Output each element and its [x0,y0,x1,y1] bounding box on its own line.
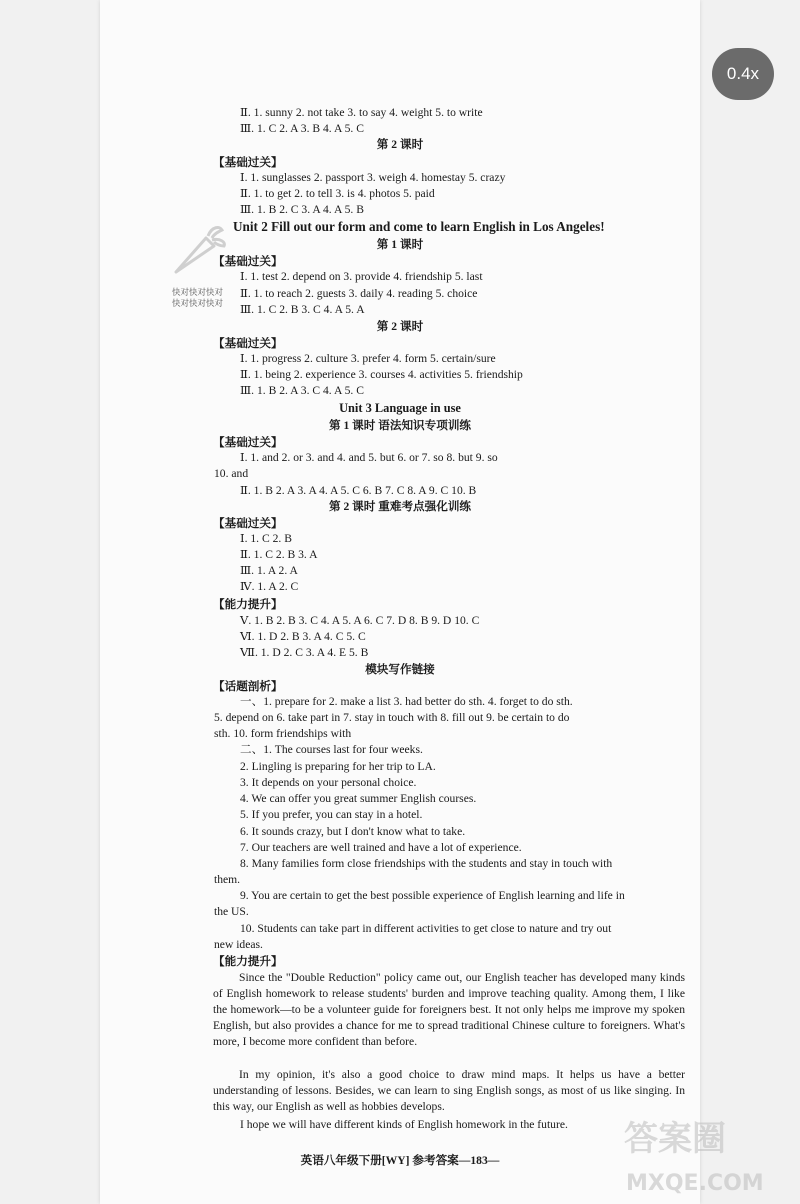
answer-line: Ⅶ. 1. D 2. C 3. A 4. E 5. B [240,646,369,659]
unit-heading: Unit 3 Language in use [339,401,461,415]
section-heading: 【基础过关】 [213,435,283,449]
answer-line: Ⅰ. 1. sunglasses 2. passport 3. weigh 4. homestay 5. crazy [240,171,506,184]
watermark-text: 答案圈 [624,1119,726,1159]
answer-line: Ⅰ. 1. test 2. depend on 3. provide 4. friendship 5. last [240,270,483,283]
unit-heading: Unit 2 Fill out our form and come to learn English in Los Angeles! [233,219,605,234]
lesson-title: 第 1 课时 [376,238,424,251]
mascot-caption-line: 快对快对快对 [172,299,224,309]
answer-line: 7. Our teachers are well trained and have a lot of experience. [240,841,522,854]
page-footer: 英语八年级下册[WY] 参考答案—183— [300,1154,500,1167]
answer-line: 一、1. prepare for 2. make a list 3. had better do sth. 4. forget to do sth. [240,695,573,708]
answer-line: Ⅱ. 1. sunny 2. not take 3. to say 4. weight 5. to write [240,106,483,119]
section-heading: 【基础过关】 [213,336,283,350]
answer-line: Ⅴ. 1. B 2. B 3. C 4. A 5. A 6. C 7. D 8. B 9. D 10. C [240,614,480,627]
answer-line: 10. Students can take part in different activities to get close to nature and try out [240,922,612,935]
answer-line: 4. We can offer you great summer English courses. [240,792,477,805]
answer-line: Ⅱ. 1. to get 2. to tell 3. is 4. photos 5. paid [240,187,435,200]
answer-line: them. [214,873,241,886]
answer-line: 3. It depends on your personal choice. [240,776,417,789]
essay-paragraph: Since the "Double Reduction" policy came out, our English teacher has developed many kinds of English homework to release students' burden and improve teaching quality. Among them, I like the homework—to be a volunteer guide for foreigners best. It not only helps me improve my spoken English, but also provides a chance for me to spread traditional Chinese culture to foreigners. What's more, I become more confident than before. [213,971,685,1048]
answer-line: 二、1. The courses last for four weeks. [240,743,423,756]
lesson-title: 第 2 课时 [376,138,424,151]
zoom-level-badge[interactable]: 0.4x [712,48,774,100]
section-heading: 【话题剖析】 [213,679,283,693]
watermark-text: MXQE.COM [626,1171,764,1196]
answer-line: 10. and [214,467,249,480]
answer-line: Ⅱ. 1. to reach 2. guests 3. daily 4. reading 5. choice [240,287,478,300]
answer-line: Ⅰ. 1. and 2. or 3. and 4. and 5. but 6. or 7. so 8. but 9. so [240,451,498,464]
answer-line: Ⅰ. 1. C 2. B [240,532,292,545]
section-heading: 【基础过关】 [213,516,283,530]
essay-paragraph: In my opinion, it's also a good choice to draw mind maps. It helps us have a better understanding of lessons. Besides, we can learn to sing English songs, as most of us like singing. In this way, our English as well as hobbies develops. [213,1068,685,1113]
answer-line: 2. Lingling is preparing for her trip to LA. [240,760,436,773]
section-heading: 【能力提升】 [213,597,283,611]
mascot-caption [172,288,223,310]
answer-line: the US. [214,905,249,918]
answer-line: Ⅲ. 1. B 2. A 3. C 4. A 5. C [240,384,364,397]
answer-line: Ⅱ. 1. being 2. experience 3. courses 4. activities 5. friendship [240,368,523,381]
answer-line: Ⅲ. 1. C 2. B 3. C 4. A 5. A [240,303,365,316]
answer-line: Ⅱ. 1. B 2. A 3. A 4. A 5. C 6. B 7. C 8. A 9. C 10. B [240,484,477,497]
answer-line: 8. Many families form close friendships with the students and stay in touch with [240,857,613,870]
answer-line: sth. 10. form friendships with [214,727,352,740]
section-heading: 【能力提升】 [213,954,283,968]
lesson-title: 第 2 课时 [376,320,424,333]
lesson-title: 第 1 课时 语法知识专项训练 [328,419,472,432]
answer-line: Ⅵ. 1. D 2. B 3. A 4. C 5. C [240,630,366,643]
answer-line: 9. You are certain to get the best possible experience of English learning and life in [240,889,625,902]
answer-line: Ⅲ. 1. B 2. C 3. A 4. A 5. B [240,203,364,216]
answer-line: 5. If you prefer, you can stay in a hotel. [240,808,423,821]
section-heading: 【基础过关】 [213,155,283,169]
section-heading: 【基础过关】 [213,254,283,268]
answer-line: 6. It sounds crazy, but I don't know what to take. [240,825,466,838]
answer-line: Ⅳ. 1. A 2. C [240,580,299,593]
answer-line: 5. depend on 6. take part in 7. stay in touch with 8. fill out 9. be certain to do [214,711,570,724]
answer-line: new ideas. [214,938,263,951]
answer-line: Ⅱ. 1. C 2. B 3. A [240,548,318,561]
answer-line: Ⅲ. 1. A 2. A [240,564,298,577]
essay-paragraph: I hope we will have different kinds of English homework in the future. [240,1118,568,1131]
watermark-logo-icon [606,1102,766,1202]
lesson-title: 第 2 课时 重难考点强化训练 [328,500,472,513]
lesson-title: 模块写作链接 [365,663,435,676]
answer-line: Ⅲ. 1. C 2. A 3. B 4. A 5. C [240,122,364,135]
mascot-caption-line: 快对快对快对 [172,288,224,298]
answer-line: Ⅰ. 1. progress 2. culture 3. prefer 4. form 5. certain/sure [240,352,496,365]
